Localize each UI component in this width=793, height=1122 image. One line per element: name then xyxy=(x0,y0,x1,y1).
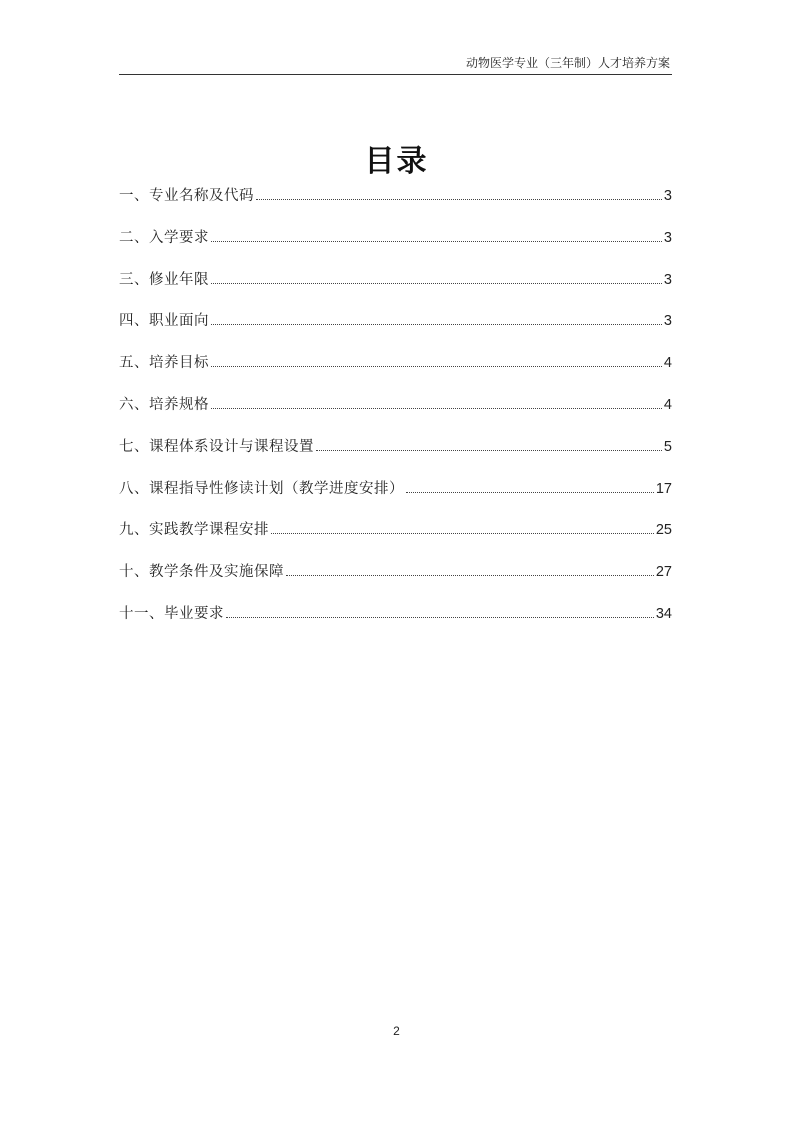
toc-entry[interactable] xyxy=(119,604,672,646)
toc-entry-page: 27 xyxy=(655,564,672,581)
toc-leader-dots xyxy=(211,353,662,367)
toc-entry[interactable] xyxy=(119,479,672,521)
toc-entry-label: 八、课程指导性修读计划（教学进度安排） xyxy=(119,480,404,497)
toc-entry-page: 17 xyxy=(655,480,672,497)
page-header xyxy=(119,56,672,75)
toc-leader-dots xyxy=(316,437,662,451)
toc-entry-page: 34 xyxy=(655,605,672,622)
toc-leader-dots xyxy=(211,270,662,284)
toc-leader-dots xyxy=(211,228,662,242)
toc-entry[interactable] xyxy=(119,186,672,228)
toc-entry-label: 十、教学条件及实施保障 xyxy=(119,564,284,581)
toc-entry[interactable] xyxy=(119,228,672,270)
toc-entry-label: 五、培养目标 xyxy=(119,355,209,372)
toc-entry-page: 4 xyxy=(663,396,672,413)
toc-entry-page: 25 xyxy=(655,522,672,539)
page-number: 2 xyxy=(393,1024,400,1038)
toc-entry-label: 七、课程体系设计与课程设置 xyxy=(119,438,314,455)
toc-entry[interactable] xyxy=(119,395,672,437)
toc-entry-page: 4 xyxy=(663,355,672,372)
toc-entry-page: 3 xyxy=(663,188,672,204)
toc-entry-label: 三、修业年限 xyxy=(119,271,209,288)
toc-entry[interactable] xyxy=(119,437,672,479)
toc-leader-dots xyxy=(406,479,654,493)
toc-leader-dots xyxy=(211,395,662,409)
toc-entry-label: 十一、毕业要求 xyxy=(119,605,224,622)
toc-entry-page: 3 xyxy=(663,229,672,246)
toc-entry-page: 3 xyxy=(663,271,672,288)
toc-entry[interactable] xyxy=(119,270,672,312)
toc-entry[interactable] xyxy=(119,311,672,353)
toc-entry[interactable] xyxy=(119,562,672,604)
toc-leader-dots xyxy=(286,562,654,576)
toc-entry-label: 一、专业名称及代码 xyxy=(119,188,254,204)
toc-leader-dots xyxy=(211,311,662,325)
toc-leader-dots xyxy=(226,604,654,618)
table-of-contents xyxy=(119,186,672,646)
toc-entry-label: 二、入学要求 xyxy=(119,229,209,246)
toc-entry-label: 六、培养规格 xyxy=(119,396,209,413)
toc-entry-page: 5 xyxy=(663,438,672,455)
toc-leader-dots xyxy=(271,520,654,534)
toc-entry[interactable] xyxy=(119,520,672,562)
toc-entry-page: 3 xyxy=(663,313,672,330)
toc-title: 目录 xyxy=(364,144,429,179)
toc-entry[interactable] xyxy=(119,353,672,395)
toc-leader-dots xyxy=(256,186,662,200)
toc-entry-label: 四、职业面向 xyxy=(119,313,209,330)
header-title: 动物医学专业（三年制）人才培养方案 xyxy=(465,56,670,70)
toc-entry-label: 九、实践教学课程安排 xyxy=(119,522,269,539)
